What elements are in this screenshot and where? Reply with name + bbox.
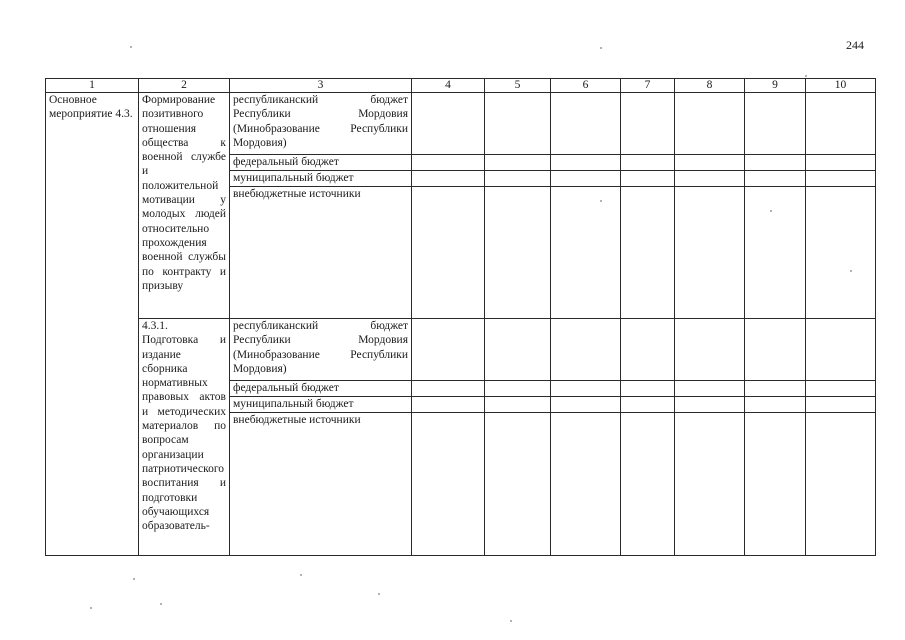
value-cell bbox=[806, 93, 876, 155]
value-cell bbox=[485, 93, 551, 155]
column-header: 10 bbox=[806, 79, 876, 93]
value-cell bbox=[745, 413, 806, 556]
value-cell bbox=[806, 155, 876, 171]
value-cell bbox=[675, 93, 745, 155]
scan-speck bbox=[770, 210, 772, 212]
value-cell bbox=[621, 381, 675, 397]
funding-source: внебюджетные источники bbox=[230, 413, 412, 556]
table-row bbox=[46, 93, 876, 155]
column-header: 4 bbox=[412, 79, 485, 93]
value-cell bbox=[621, 187, 675, 319]
value-cell bbox=[551, 155, 621, 171]
value-cell bbox=[412, 171, 485, 187]
column-header: 6 bbox=[551, 79, 621, 93]
scan-speck bbox=[300, 574, 302, 576]
value-cell bbox=[485, 155, 551, 171]
funding-source: республиканский бюджет Республики Мордовия (Минобразование Республики Мордовия) bbox=[230, 319, 412, 381]
value-cell bbox=[485, 319, 551, 381]
column-header: 9 bbox=[745, 79, 806, 93]
column-header: 7 bbox=[621, 79, 675, 93]
scan-speck bbox=[90, 607, 92, 609]
funding-source: федеральный бюджет bbox=[230, 155, 412, 171]
value-cell bbox=[675, 155, 745, 171]
value-cell bbox=[621, 171, 675, 187]
value-cell bbox=[806, 397, 876, 413]
table-row bbox=[46, 319, 876, 381]
funding-source: федеральный бюджет bbox=[230, 381, 412, 397]
value-cell bbox=[745, 187, 806, 319]
value-cell bbox=[745, 155, 806, 171]
column-header: 8 bbox=[675, 79, 745, 93]
funding-source: муниципальный бюджет bbox=[230, 171, 412, 187]
page-number: 244 bbox=[846, 38, 864, 52]
value-cell bbox=[551, 397, 621, 413]
scan-speck bbox=[160, 603, 162, 605]
main-event-label: Основное мероприятие 4.3. bbox=[46, 93, 139, 556]
scan-speck bbox=[130, 46, 132, 48]
scan-speck bbox=[805, 75, 807, 77]
scan-speck bbox=[600, 47, 602, 49]
value-cell bbox=[675, 187, 745, 319]
value-cell bbox=[551, 413, 621, 556]
value-cell bbox=[675, 171, 745, 187]
column-header: 5 bbox=[485, 79, 551, 93]
scan-speck bbox=[378, 593, 380, 595]
budget-table bbox=[45, 78, 876, 556]
sub-event-description: 4.3.1. Подготовка и издание сборника нормативных правовых актов и методических материалов по вопросам организации патриотического воспитания и подготовки обучающихся образователь- bbox=[139, 319, 230, 556]
value-cell bbox=[551, 171, 621, 187]
value-cell bbox=[412, 397, 485, 413]
value-cell bbox=[551, 187, 621, 319]
funding-source: внебюджетные источники bbox=[230, 187, 412, 319]
funding-source: республиканский бюджет Республики Мордовия (Минобразование Республики Мордовия) bbox=[230, 93, 412, 155]
value-cell bbox=[551, 319, 621, 381]
scan-speck bbox=[850, 270, 852, 272]
value-cell bbox=[485, 381, 551, 397]
value-cell bbox=[621, 93, 675, 155]
value-cell bbox=[621, 155, 675, 171]
value-cell bbox=[745, 93, 806, 155]
value-cell bbox=[485, 187, 551, 319]
value-cell bbox=[745, 397, 806, 413]
value-cell bbox=[806, 171, 876, 187]
funding-source: муниципальный бюджет bbox=[230, 397, 412, 413]
value-cell bbox=[621, 413, 675, 556]
column-header: 2 bbox=[139, 79, 230, 93]
value-cell bbox=[806, 413, 876, 556]
main-event-description: Формирование позитивного отношения общества к военной службе и положительной мотивации у молодых людей относительно прохождения военной службы по контракту и призыву bbox=[139, 93, 230, 319]
value-cell bbox=[621, 319, 675, 381]
value-cell bbox=[745, 381, 806, 397]
value-cell bbox=[412, 93, 485, 155]
value-cell bbox=[485, 413, 551, 556]
scan-speck bbox=[133, 578, 135, 580]
value-cell bbox=[675, 381, 745, 397]
value-cell bbox=[412, 381, 485, 397]
value-cell bbox=[412, 319, 485, 381]
scan-speck bbox=[510, 620, 512, 622]
value-cell bbox=[621, 397, 675, 413]
column-header-row bbox=[46, 79, 876, 93]
column-header: 3 bbox=[230, 79, 412, 93]
value-cell bbox=[806, 319, 876, 381]
value-cell bbox=[745, 319, 806, 381]
value-cell bbox=[806, 187, 876, 319]
value-cell bbox=[485, 171, 551, 187]
scan-speck bbox=[600, 200, 602, 202]
value-cell bbox=[412, 155, 485, 171]
value-cell bbox=[551, 93, 621, 155]
value-cell bbox=[412, 413, 485, 556]
value-cell bbox=[745, 171, 806, 187]
value-cell bbox=[551, 381, 621, 397]
value-cell bbox=[412, 187, 485, 319]
value-cell bbox=[675, 319, 745, 381]
value-cell bbox=[675, 413, 745, 556]
value-cell bbox=[485, 397, 551, 413]
column-header: 1 bbox=[46, 79, 139, 93]
value-cell bbox=[806, 381, 876, 397]
value-cell bbox=[675, 397, 745, 413]
